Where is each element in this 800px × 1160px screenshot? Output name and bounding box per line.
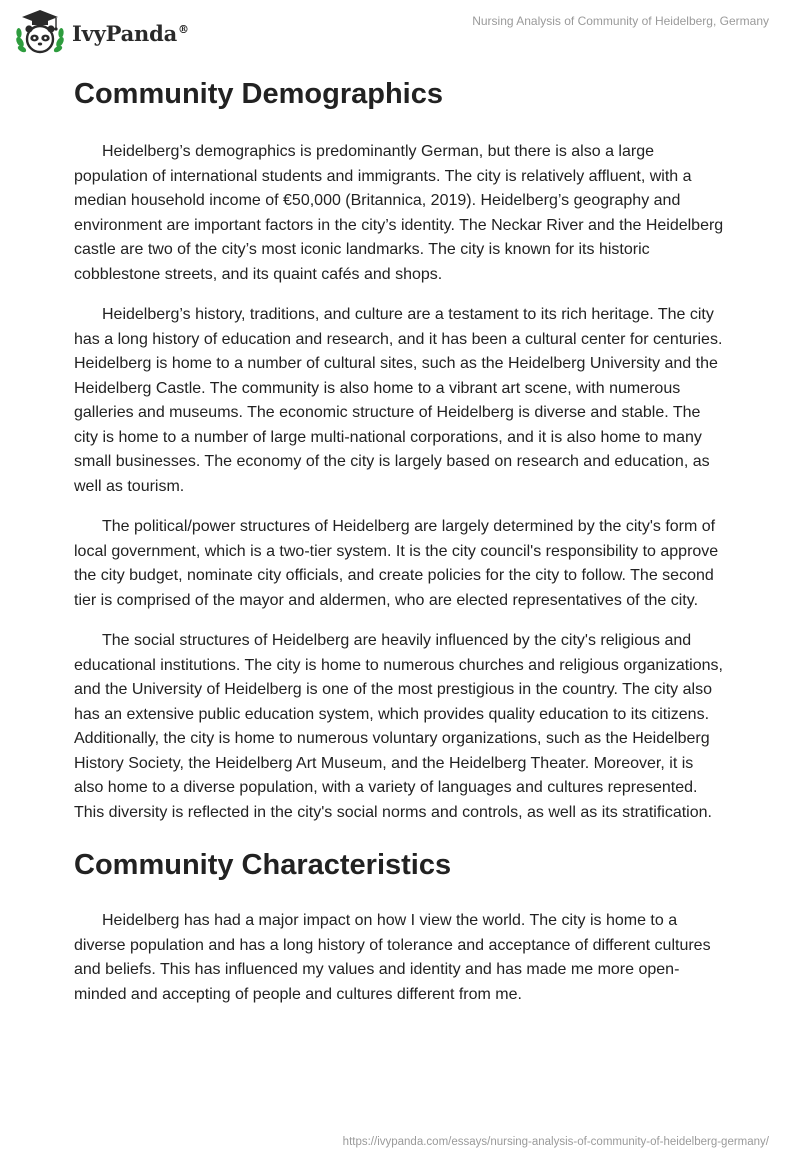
paragraph: The political/power structures of Heidelberg are largely determined by the city's form of local government, which is a two-tier system. It is the city council's responsibility to approve the city budget, nominate city officials, and create policies for the city to follow. The second tier is comprised of the mayor and aldermen, who are elected representatives of the city. — [74, 518, 719, 609]
paragraph: Heidelberg’s demographics is predominantly German, but there is also a large population of international students and immigrants. The city is relatively affluent, with a median household income of €50,000 (Britannica, 2019). Heidelberg’s geography and environment are important factors in the city’s identity. The Neckar River and the Heidelberg castle are two of the city’s most iconic landmarks. The city is known for its historic cobblestone streets, and its quaint cafés and shops. — [74, 143, 724, 283]
document-title: Nursing Analysis of Community of Heidelberg, Germany — [472, 14, 769, 28]
source-url[interactable]: https://ivypanda.com/essays/nursing-analysis-of-community-of-heidelberg-germany/ — [342, 1136, 769, 1148]
paragraph: Heidelberg’s history, traditions, and culture are a testament to its rich heritage. The city has a long history of education and research, and it has been a cultural center for centuries. Heidelberg is home to a number of cultural sites, such as the Heidelberg University and the Heidelberg Castle. The community is also home to a vibrant art scene, with numerous galleries and museums. The economic structure of Heidelberg is diverse and stable. The city is home to a number of large multi-national corporations, and it is also home to many small businesses. The economy of the city is largely based on research and education, as well as tourism. — [74, 306, 723, 495]
section-heading-characteristics: Community Characteristics — [74, 849, 452, 881]
panda-graduate-icon — [14, 8, 66, 56]
paragraph: Heidelberg has had a major impact on how I view the world. The city is home to a diverse population and has a long history of tolerance and acceptance of different cultures and beliefs. This has influenced my values and identity and has made me more open-minded and accepting of people and cultures different from me. — [74, 912, 711, 1003]
page-header — [0, 0, 800, 60]
brand-logo[interactable] — [14, 8, 189, 56]
essay-content — [74, 70, 724, 1007]
brand-registered-mark: ® — [178, 22, 189, 36]
paragraph: The social structures of Heidelberg are heavily influenced by the city's religious and educational institutions. The city is home to numerous churches and religious organizations, and the University of Heidelberg is one of the most prestigious in the country. The city also has an extensive public education system, which provides quality education to its citizens. Additionally, the city is home to numerous voluntary organizations, such as the Heidelberg History Society, the Heidelberg Art Museum, and the Heidelberg Theater. Moreover, it is also home to a diverse population, with a variety of languages and cultures represented. This diversity is reflected in the city's social norms and controls, as well as its stratification. — [74, 632, 723, 821]
brand-name — [72, 21, 189, 46]
section-heading-demographics: Community Demographics — [74, 78, 443, 110]
brand-name-text: IvyPanda — [72, 20, 178, 46]
